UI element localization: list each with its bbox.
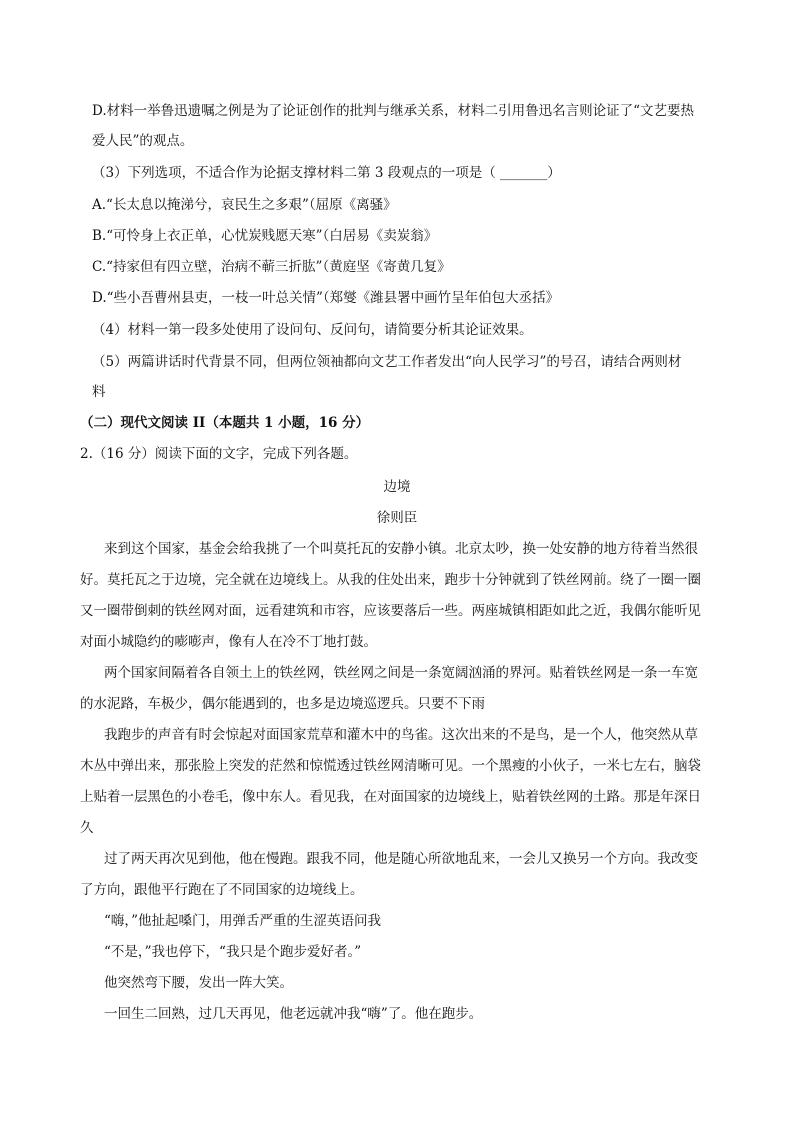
option-d-line-2: 爱人民”的观点。 (92, 133, 194, 149)
q3-option-c: C.“持家但有四立壁，治病不蕲三折肱”（黄庭坚《寄黄几复》 (92, 259, 451, 275)
paragraph-2-line-1: 两个国家间隔着各自领土上的铁丝网，铁丝网之间是一条宽阔汹涌的界河。贴着铁丝网是一条一车宽 (104, 665, 698, 681)
paragraph-1-line-3: 又一圈带倒刺的铁丝网对面，远看建筑和市容，应该要落后一些。两座城镇相距如此之近，我偶尔能听见 (80, 603, 701, 619)
article-title: 边境 (383, 479, 411, 495)
paragraph-4-line-1: 过了两天再次见到他，他在慢跑。跟我不同，他是随心所欲地乱来，一会儿又换另一个方向。我改变 (104, 851, 698, 867)
paragraph-1-line-2: 好。莫托瓦之于边境，完全就在边境线上。从我的住处出来，跑步十分钟就到了铁丝网前。绕了一圈一圈 (80, 572, 701, 588)
paragraph-1-line-4: 对面小城隐约的嘭嘭声，像有人在冷不丁地打鼓。 (80, 634, 377, 650)
dialogue-line-2: “不是，”我也停下，“我只是个跑步爱好者。” (104, 944, 362, 960)
q3-option-a: A.“长太息以掩涕兮，哀民生之多艰”（屈原《离骚》 (92, 197, 397, 213)
paragraph-3-line-1: 我跑步的声音有时会惊起对面国家荒草和灌木中的鸟雀。这次出来的不是鸟，是一个人，他突然从草 (104, 727, 698, 743)
paragraph-3-line-3: 上贴着一层黑色的小卷毛，像中东人。看见我，在对面国家的边境线上，贴着铁丝网的土路。那是年深日 (80, 789, 701, 805)
paragraph-4-line-2: 了方向，跟他平行跑在了不同国家的边境线上。 (80, 882, 364, 898)
q3-option-b: B.“可怜身上衣正单，心忧炭贱愿天寒”（白居易《卖炭翁》 (92, 228, 438, 244)
article-author: 徐则臣 (376, 510, 418, 526)
paragraph-5: 他突然弯下腰，发出一阵大笑。 (104, 975, 293, 991)
paragraph-3-line-2: 木丛中弹出来，那张脸上突发的茫然和惊慌透过铁丝网清晰可见。一个黑瘦的小伙子，一米七左右，脑袋 (80, 758, 701, 774)
question-5-line-2: 料 (92, 384, 106, 400)
dialogue-line-1: “嗨，”他扯起嗓门，用弹舌严重的生涩英语问我 (104, 913, 382, 929)
question-4: （4）材料一第一段多处使用了设问句、反问句，请简要分析其论证效果。 (92, 322, 533, 338)
option-d-line-1: D.材料一举鲁迅遗嘱之例是为了论证创作的批判与继承关系，材料二引用鲁迅名言则论证了“文艺要热 (92, 103, 695, 119)
question-2-heading: 2.（16 分）阅读下面的文字，完成下列各题。 (80, 446, 358, 462)
q3-option-d: D.“些小吾曹州县吏，一枝一叶总关情”（郑燮《潍县署中画竹呈年伯包大丞括》 (92, 290, 560, 306)
section-heading: （二）现代文阅读 II（本题共 1 小题，16 分） (80, 415, 370, 431)
question-5-line-1: （5）两篇讲话时代背景不同，但两位领袖都向文艺工作者发出“向人民学习”的号召，请结合两则材 (92, 354, 682, 370)
paragraph-6: 一回生二回熟，过几天再见，他老远就冲我“嗨”了。他在跑步。 (104, 1006, 483, 1022)
question-3: （3）下列选项，不适合作为论据支撑材料二第 3 段观点的一项是（ _______） (92, 165, 561, 181)
paragraph-3-line-4: 久 (80, 820, 94, 836)
paragraph-1-line-1: 来到这个国家，基金会给我挑了一个叫莫托瓦的安静小镇。北京太吵，换一处安静的地方待着当然很 (104, 541, 698, 557)
paragraph-2-line-2: 的水泥路，车极少，偶尔能遇到的，也多是边境巡逻兵。只要不下雨 (80, 696, 485, 712)
